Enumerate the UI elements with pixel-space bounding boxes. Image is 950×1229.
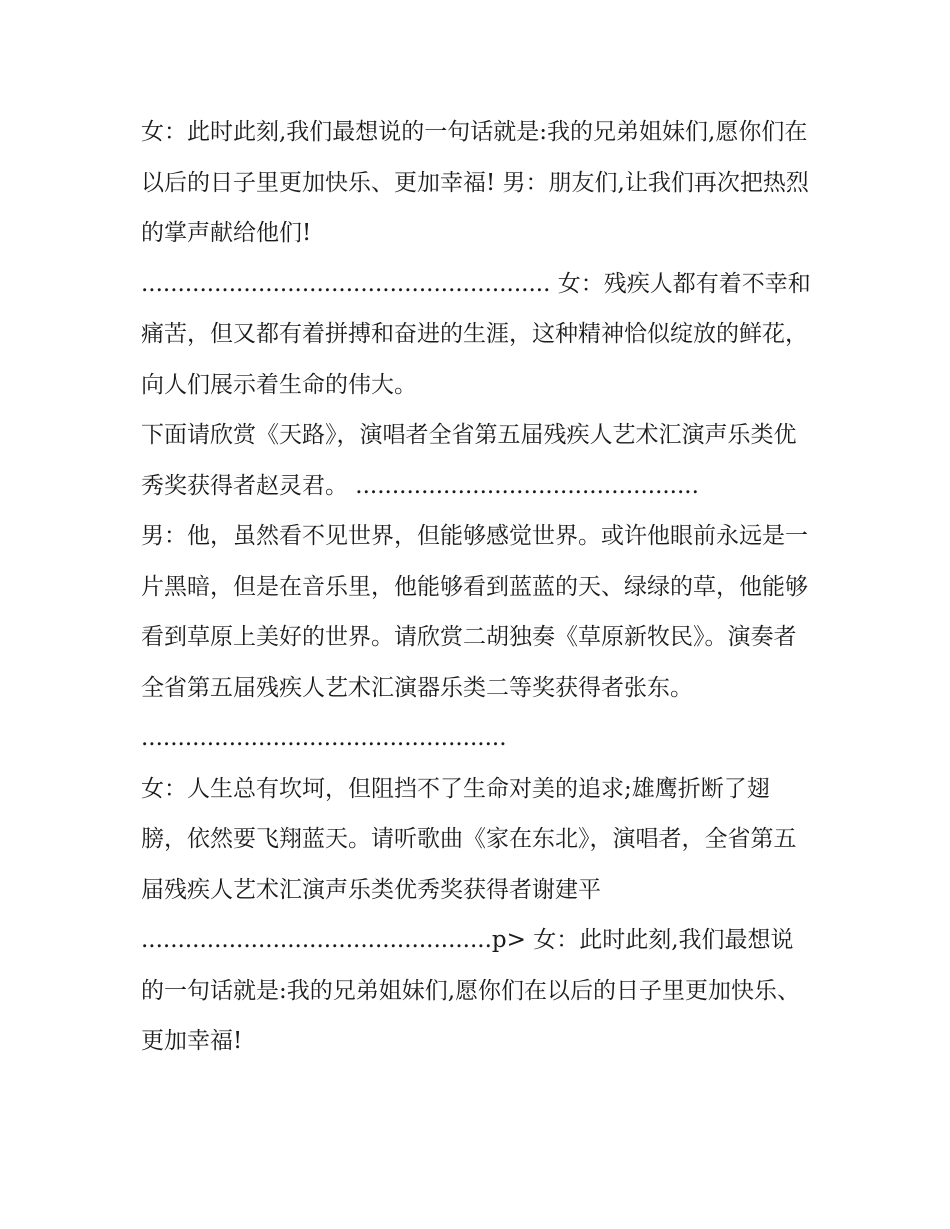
paragraph-song-intro: 女：人生总有坎坷，但阻挡不了生命对美的追求;雄鹰折断了翅膀，依然要飞翔蓝天。请听歌曲《家在东北》，演唱者，全省第五届残疾人艺术汇演声乐类优秀奖获得者谢建平 [141,775,797,903]
document-body [141,107,813,1067]
paragraph-tianlu-intro: 下面请欣赏《天路》，演唱者全省第五届残疾人艺术汇演声乐类优秀奖获得者赵灵君。 ............................................... [141,422,797,499]
paragraph-final-wishes: ................................................p> 女：此时此刻,我们最想说的一句话就是:我的兄弟姐妹们,愿你们在以后的日子里更加快乐、更加幸福! [141,927,801,1054]
paragraph-separator: .................................................. [141,725,507,751]
paragraph-closing-remarks: 女：此时此刻,我们最想说的一句话就是:我的兄弟姐妹们,愿你们在以后的日子里更加快乐、更加幸福! 男：朋友们,让我们再次把热烈的掌声献给他们! [141,119,809,246]
paragraph-erhu-intro: 男：他，虽然看不见世界，但能够感觉世界。或许他眼前永远是一片黑暗，但是在音乐里，他能够看到蓝蓝的天、绿绿的草，他能够看到草原上美好的世界。请欣赏二胡独奏《草原新牧民》。演奏者全省第五届残疾人艺术汇演器乐类二等奖获得者张东。 [141,523,808,701]
paragraph-disabled-spirit: ........................................................ 女：残疾人都有着不幸和痛苦，但又都有着拼搏和奋进的生涯，这种精神恰似绽放的鲜花，向人们展示着生命的伟大。 [141,270,811,398]
